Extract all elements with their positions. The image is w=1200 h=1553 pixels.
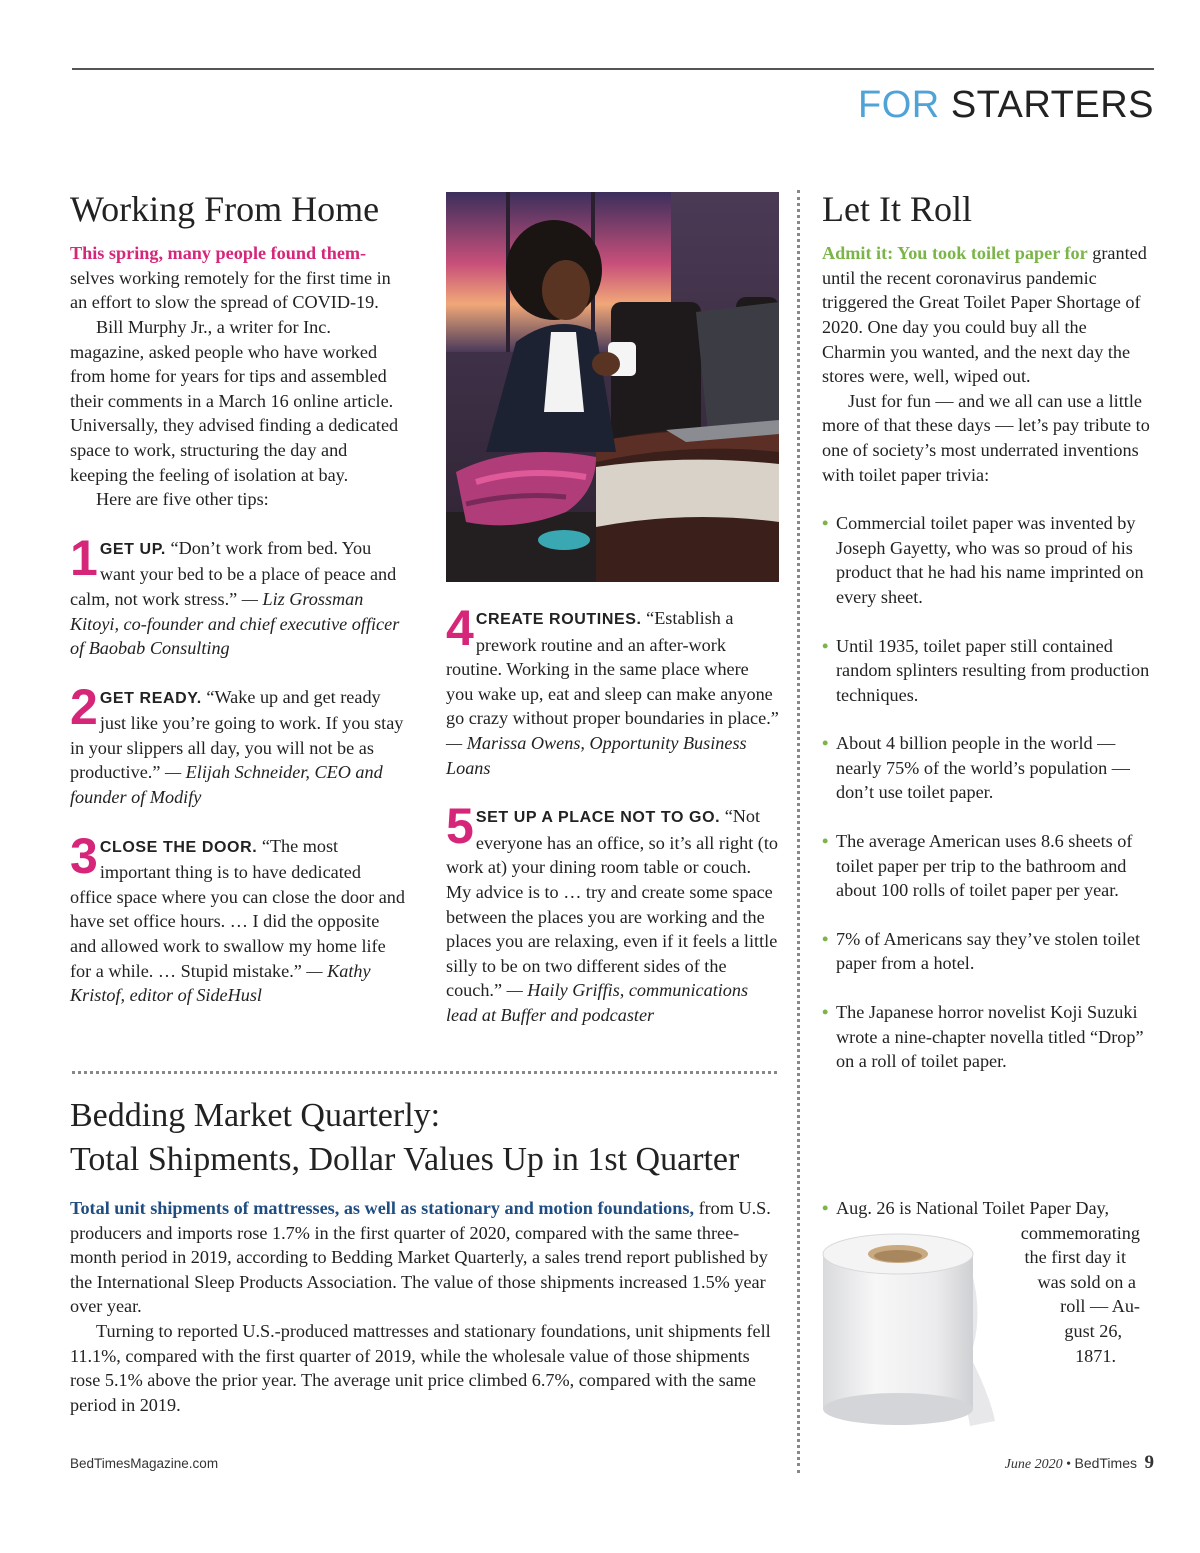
tip-attribution: — Haily Griffis, communications lead at Buffer and podcaster: [446, 980, 749, 1025]
bedding-intro-rest: from U.S. producers and imports rose 1.7% in the first quarter of 2020, compared with the same three-month period in 2019, according to Bedding Market Quarterly, a sales trend report published by the International Sleep Products Association. The value of those shipments increased 1.5% year over year.: [70, 1198, 771, 1317]
list-item-text: was sold on a: [1037, 1271, 1136, 1292]
bullet-dot-icon: •: [822, 928, 829, 949]
list-item: [822, 829, 1152, 903]
toilet-paper-roll-image: [820, 1226, 995, 1426]
roll-intro: [822, 241, 1152, 389]
tip-number: 2: [70, 678, 98, 735]
bedding-title-line-2: Total Shipments, Dollar Values Up in 1st Quarter: [70, 1141, 740, 1178]
list-item-text: commemorating: [1020, 1222, 1140, 1243]
tip-4: [446, 600, 779, 780]
column-divider: [797, 190, 800, 1473]
bullet-dot-icon: •: [822, 635, 829, 656]
list-item-text: gust 26,: [1064, 1320, 1122, 1341]
tip-heading: CLOSE THE DOOR.: [99, 838, 258, 856]
tip-2: [70, 678, 406, 810]
bedding-article: [70, 1094, 780, 1417]
tip-number: 3: [70, 827, 98, 884]
footer-separator: •: [1066, 1457, 1071, 1472]
bullet-dot-icon: •: [822, 1198, 829, 1218]
roll-paragraph-2: Just for fun — and we all can use a little more of that these days — let’s pay tribute to one of society’s most underrated inventions with toilet paper trivia:: [822, 390, 1150, 485]
bullet-dot-icon: •: [822, 513, 829, 534]
bedding-intro: [70, 1196, 780, 1319]
bedding-title-line-1: Bedding Market Quarterly:: [70, 1097, 441, 1134]
wfh-column: [70, 188, 406, 1008]
tip-5: [446, 798, 779, 1027]
footer-magazine: BedTimes: [1074, 1455, 1137, 1471]
tip-3: [70, 827, 406, 1008]
footer-folio: [1005, 1452, 1154, 1474]
list-item-text: About 4 billion people in the world — nearly 75% of the world’s population — don’t use toilet paper.: [836, 733, 1130, 803]
bullet-dot-icon: •: [822, 831, 829, 852]
wfh-intro-rest: selves working remotely for the first time in an effort to slow the spread of COVID-19.: [70, 267, 391, 313]
bedding-title: [70, 1094, 780, 1182]
tip-heading: GET READY.: [99, 689, 202, 707]
tip-text: “Establish a prework routine and an after-work routine. Working in the same place where you wake up, eat and sleep can make anyone go crazy without proper boundaries in place.”: [446, 608, 779, 729]
list-item-text: Aug. 26 is National Toilet Paper Day,: [836, 1198, 1110, 1218]
section-divider: [72, 1071, 777, 1074]
tip-heading: SET UP A PLACE NOT TO GO.: [475, 809, 721, 827]
page-number: 9: [1144, 1452, 1154, 1473]
list-item: [822, 511, 1152, 609]
bullet-dot-icon: •: [822, 1002, 829, 1023]
list-item-text: The Japanese horror novelist Koji Suzuki wrote a nine-chapter novella titled “Drop” on a roll of toilet paper.: [836, 1002, 1144, 1072]
tip-attribution: — Liz Grossman Kitoyi, co-founder and chief executive officer of Baobab Consulting: [70, 588, 400, 659]
tip-number: 1: [70, 529, 98, 586]
list-item-text: the first day it: [1024, 1247, 1126, 1268]
tip-1: [70, 529, 406, 661]
wfh-intro: [70, 241, 406, 315]
list-item-text: Until 1935, toilet paper still contained random splinters resulting from production techniques.: [836, 635, 1150, 705]
wfh-lead: This spring, many people found them-: [70, 243, 367, 264]
woman-working-illustration: [446, 192, 779, 582]
tip-number: 4: [446, 600, 474, 656]
tip-attribution: — Kathy Kristof, editor of SideHusl: [70, 960, 371, 1006]
list-item-text: The average American uses 8.6 sheets of toilet paper per trip to the bathroom and about 100 rolls of toilet paper per year.: [836, 831, 1133, 901]
section-label-rest: STARTERS: [950, 84, 1154, 126]
last-bullet-first-line: [822, 1196, 1152, 1221]
top-rule: [72, 68, 1154, 70]
list-item-text: 1871.: [1075, 1345, 1116, 1366]
tip-text: “Not everyone has an office, so it’s all right (to work at) your dining room table or couch. My advice is to … try and create some space between the places you are working and the places you are relaxing, even if it feels a little silly to be on two different sides of the couch.”: [446, 806, 779, 1001]
tip-attribution: — Marissa Owens, Opportunity Business Loans: [446, 732, 747, 778]
footer-website: BedTimesMagazine.com: [70, 1456, 219, 1471]
toilet-paper-roll-icon: [820, 1226, 995, 1426]
bedding-lead: Total unit shipments of mattresses, as well as stationary and motion foundations,: [70, 1198, 695, 1218]
wfh-tips-continued: [446, 582, 779, 1028]
section-label: [858, 84, 1154, 127]
section-label-accent: FOR: [858, 84, 940, 126]
roll-column: [822, 188, 1152, 1098]
list-item-text: Commercial toilet paper was invented by Joseph Gayetty, who was so proud of his product that he had his name imprinted on every sheet.: [836, 513, 1144, 607]
list-item: [822, 634, 1152, 708]
tip-text: “Wake up and get ready just like you’re going to work. If you stay in your slippers all day, you will not be as productive.”: [70, 686, 404, 783]
tip-heading: GET UP.: [99, 540, 166, 558]
wfh-title: Working From Home: [70, 189, 380, 229]
wfh-paragraph-2: Bill Murphy Jr., a writer for Inc. magazine, asked people who have worked from home for years for tips and assembled their comments in a March 16 online article. Universally, they advised finding a dedicated space to work, structuring the day and keeping the feeling of isolation at bay.: [70, 316, 399, 485]
tip-number: 5: [446, 798, 474, 855]
trivia-list: [822, 511, 1152, 1074]
footer-issue: June 2020: [1004, 1457, 1063, 1472]
wfh-paragraph-3: Here are five other tips:: [96, 489, 269, 510]
list-item-text: roll — Au-: [1060, 1296, 1140, 1317]
bullet-dot-icon: •: [822, 733, 829, 754]
tip-text: “Don’t work from bed. You want your bed to be a place of peace and calm, not work stress.”: [70, 537, 397, 609]
roll-lead: Admit it: You took toilet paper for: [822, 243, 1088, 264]
roll-title: Let It Roll: [822, 189, 972, 229]
list-item: [822, 731, 1152, 805]
roll-intro-rest: granted until the recent coronavirus pandemic triggered the Great Toilet Paper Shortage of 2020. One day you could buy all the Charmin you wanted, and the next day the stores were, well, wiped out.: [822, 243, 1147, 387]
list-item: [822, 927, 1152, 976]
tip-attribution: — Elijah Schneider, CEO and founder of Modify: [70, 762, 383, 808]
list-item-text: 7% of Americans say they’ve stolen toilet paper from a hotel.: [836, 928, 1141, 974]
woman-working-photo: [446, 192, 779, 582]
bedding-paragraph-2: Turning to reported U.S.-produced mattresses and stationary foundations, unit shipments fell 11.1%, compared with the first quarter of 2019, while the wholesale value of those shipments rose 5.1% above the prior year. The average unit price climbed 6.7%, compared with the same period in 2019.: [70, 1320, 771, 1415]
tip-heading: CREATE ROUTINES.: [475, 611, 642, 628]
list-item: [822, 1000, 1152, 1074]
tip-text: “The most important thing is to have dedicated office space where you can close the door and have set office hours. … I did the opposite and allowed work to swallow my home life for a while. … Stupid mistake.”: [70, 835, 405, 981]
